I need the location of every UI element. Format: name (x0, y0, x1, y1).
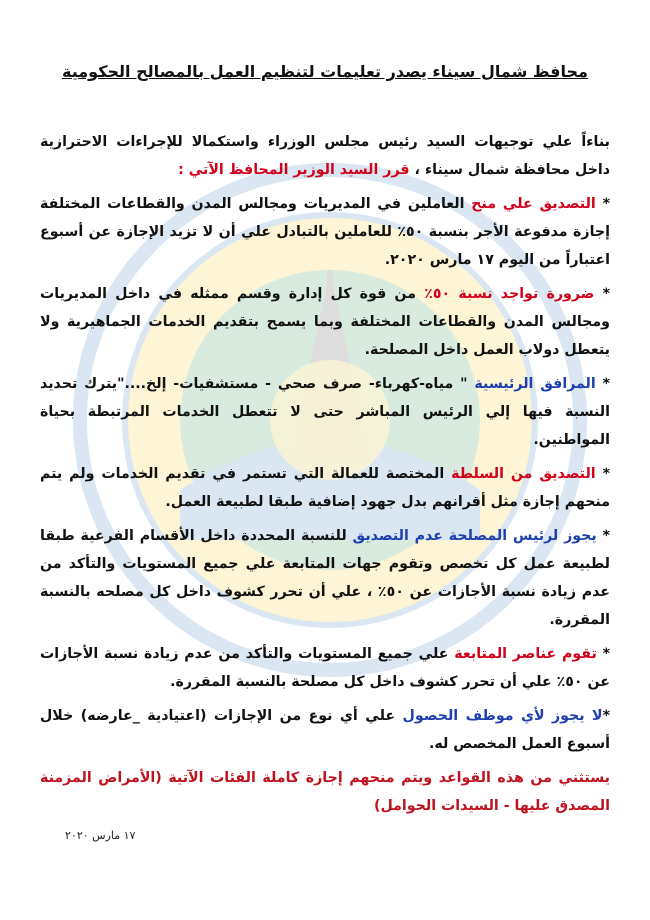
item-highlight: المرافق الرئيسية (474, 376, 596, 392)
item-paragraph (40, 190, 610, 274)
item-paragraph (40, 460, 610, 516)
document-page (40, 60, 610, 826)
bullet: * (595, 376, 611, 392)
footer-date: ١٧ مارس ٢٠٢٠ (65, 829, 136, 842)
item-paragraph (40, 522, 610, 634)
item-paragraph (40, 640, 610, 696)
item-highlight: يجوز لرئيس المصلحة عدم التصديق (352, 528, 597, 544)
bullet: * (602, 708, 611, 724)
bullet: * (596, 528, 611, 544)
item-paragraph (40, 702, 610, 758)
bullet: * (595, 466, 611, 482)
item-text: العاملين في المديريات ومجالس المدن والقطاعات المختلفة إجازة مدفوعة الأجر بنسبة ٥٠٪ للعاملين بالتبادل علي أن لا تزيد الإجازة عن أسبوع اعتباراً من اليوم ١٧ مارس ٢٠٢٠. (40, 196, 610, 268)
page-title: محافظ شمال سيناء يصدر تعليمات لتنظيم العمل بالمصالح الحكومية (62, 62, 588, 81)
item-text: علي أي نوع من الإجازات (اعتيادية _عارضه) خلال أسبوع العمل المخصص له. (40, 708, 610, 752)
closing-paragraph: يستثني من هذه القواعد ويتم منحهم إجازة كاملة الفئات الآتية (الأمراض المزمنة المصدق عليها - السيدات الحوامل) (40, 770, 610, 814)
bullet: * (594, 286, 610, 302)
item-text: من قوة كل إدارة وقسم ممثله في داخل المديريات ومجالس المدن والقطاعات المختلفة وبما يسمح بتقديم الخدمات الجماهيرية ولا يتعطل دولاب العمل داخل المصلحة. (40, 286, 610, 358)
bullet: * (596, 646, 610, 662)
item-highlight: التصديق علي منح (471, 196, 596, 212)
item-paragraph (40, 370, 610, 454)
bullet: * (595, 196, 611, 212)
item-highlight: التصديق من السلطة (451, 466, 596, 482)
item-text: للنسبة المحددة داخل الأقسام الفرعية طبقا لطبيعة عمل كل تخصص وتقوم جهات المتابعة علي جميع المستويات والتأكد من عدم زيادة نسبة الأجازات عن ٥٠٪ ، علي أن تحرر كشوف داخل كل مصلحه بالنسبة المقررة. (40, 528, 610, 628)
intro-text: بناءاً علي توجيهات السيد رئيس مجلس الوزراء واستكمالا للإجراءات الاحترازية داخل محافظة شمال سيناء ، (40, 134, 610, 178)
item-text: علي جميع المستويات والتأكد من عدم زيادة نسبة الأجازات عن ٥٠٪ علي أن تحرر كشوف داخل كل مصلحة بالنسبة المقررة. (40, 646, 610, 690)
item-highlight: ضرورة تواجد نسبة ٥٠٪ (424, 286, 595, 302)
intro-highlight: قرر السيد الوزير المحافظ الآتي : (178, 162, 410, 178)
intro-paragraph (40, 128, 610, 184)
item-highlight: تقوم عناصر المتابعة (454, 646, 597, 662)
item-paragraph (40, 280, 610, 364)
item-highlight: لا يجوز لأي موظف الحصول (402, 708, 603, 724)
item-text: المختصة للعمالة التي تستمر في تقديم الخدمات ولم يتم منحهم إجازة مثل أقرانهم بدل جهود إضافية طبقا لطبيعة العمل. (40, 466, 610, 510)
item-text: " مياه-كهرباء- صرف صحي - مستشفيات- إلخ...."يترك تحديد النسبة فيها إلي الرئيس المباشر حتى لا تتعطل الخدمات المرتبطة بحياة المواطنين. (40, 376, 610, 448)
